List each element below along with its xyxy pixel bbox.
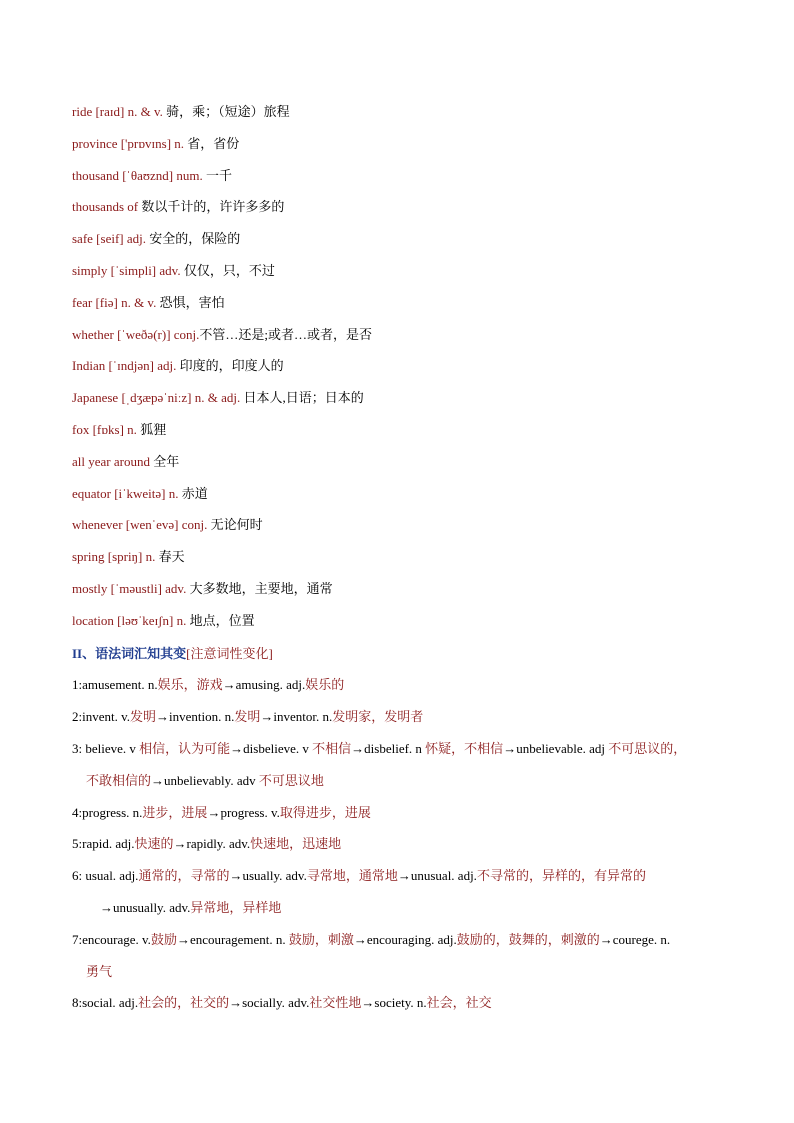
grammar-meaning: 发明 xyxy=(234,709,261,725)
grammar-word: 6: usual. adj. xyxy=(72,868,139,884)
grammar-meaning: 娱乐的 xyxy=(305,677,345,693)
vocab-word: thousand [ˈθaʊznd] num. xyxy=(72,167,203,183)
vocab-meaning: 仅仅，只，不过 xyxy=(180,263,275,278)
grammar-line xyxy=(72,677,752,693)
grammar-meaning: 社会的，社交的 xyxy=(138,995,230,1011)
vocab-entry xyxy=(72,549,752,565)
vocab-word: province ['prɒvɪns] n. xyxy=(72,135,185,151)
vocab-meaning: 省，省份 xyxy=(184,135,240,151)
vocab-meaning: 日本人,日语；日本的 xyxy=(240,390,364,406)
grammar-word: →unusually. adv. xyxy=(100,900,191,915)
vocab-entry xyxy=(72,263,752,279)
grammar-line xyxy=(72,709,752,725)
grammar-meaning: 不可思议的， xyxy=(608,741,687,756)
grammar-word: →inventor. n. xyxy=(260,709,333,725)
grammar-meaning: 发明 xyxy=(130,709,157,725)
grammar-meaning: 不可思议地 xyxy=(258,772,324,788)
grammar-line xyxy=(86,773,766,789)
grammar-meaning: 快速的 xyxy=(134,836,174,852)
grammar-line xyxy=(86,964,766,980)
vocab-meaning: 安全的，保险的 xyxy=(146,231,241,247)
grammar-word: →disbelieve. v xyxy=(230,741,313,756)
grammar-meaning: 鼓励 xyxy=(150,931,177,947)
grammar-meaning: 鼓励，刺激 xyxy=(288,931,354,947)
grammar-word: →unusual. adj. xyxy=(397,868,477,884)
grammar-meaning: 社会，社交 xyxy=(426,995,492,1011)
vocab-meaning: 大多数地，主要地，通常 xyxy=(186,581,333,596)
vocab-meaning: 数以千计的，许许多多的 xyxy=(138,199,285,215)
vocab-entry xyxy=(72,517,752,533)
grammar-word: →usually. adv. xyxy=(229,868,307,884)
grammar-line xyxy=(72,805,752,821)
vocab-word: Indian [ˈɪndjən] adj. xyxy=(72,358,177,374)
grammar-line xyxy=(72,995,752,1011)
grammar-meaning: 发明家，发明者 xyxy=(332,709,424,725)
grammar-word: →disbelief. n xyxy=(351,741,426,756)
grammar-meaning: 寻常地，通常地 xyxy=(306,868,398,884)
vocab-entry xyxy=(72,613,752,629)
vocab-word: all year around xyxy=(72,453,150,469)
grammar-meaning: 不寻常的，异样的，有异常的 xyxy=(476,868,646,884)
vocab-entry xyxy=(72,390,752,406)
grammar-line xyxy=(72,741,752,757)
grammar-word: →invention. n. xyxy=(156,709,235,725)
vocab-word: location [ləʊˈkeɪʃn] n. xyxy=(72,612,187,628)
vocab-meaning: 不管…还是;或者…或者，是否 xyxy=(199,326,373,342)
vocab-word: equator [iˈkweitə] n. xyxy=(72,485,179,501)
grammar-meaning: 不敢相信的 xyxy=(86,772,152,788)
grammar-word: →encouraging. adj. xyxy=(353,931,457,947)
vocab-word: Japanese [ˌdʒæpəˈniːz] n. & adj. xyxy=(72,390,241,406)
grammar-word: →rapidly. adv. xyxy=(173,836,251,852)
grammar-meaning: 通常的，寻常的 xyxy=(138,868,230,884)
vocab-word: whenever [wenˈevə] conj. xyxy=(72,517,208,533)
vocab-entry xyxy=(72,486,752,502)
grammar-meaning: 取得进步，进展 xyxy=(279,804,371,820)
grammar-line xyxy=(100,900,780,916)
vocab-entry xyxy=(72,295,752,311)
grammar-meaning: 娱乐，游戏 xyxy=(157,677,223,693)
vocab-entry xyxy=(72,454,752,470)
grammar-word: 1:amusement. n. xyxy=(72,677,158,693)
vocab-meaning: 恐惧，害怕 xyxy=(156,294,225,310)
grammar-meaning: 相信，认为可能 xyxy=(139,741,231,756)
vocab-meaning: 春天 xyxy=(155,549,185,565)
grammar-word: 7:encourage. v. xyxy=(72,931,151,947)
vocab-word: ride [raɪd] n. & v. xyxy=(72,104,163,119)
vocab-word: fox [fɒks] n. xyxy=(72,422,137,437)
section-heading xyxy=(72,646,752,662)
vocab-word: thousands of xyxy=(72,199,139,215)
grammar-line xyxy=(72,836,752,852)
grammar-word: →encouragement. n. xyxy=(176,931,289,947)
grammar-word: →progress. v. xyxy=(207,804,280,820)
vocab-meaning: 骑，乘；（短途）旅程 xyxy=(162,104,290,119)
grammar-word: →courege. n. xyxy=(599,931,671,947)
grammar-meaning: 快速地，迅速地 xyxy=(250,836,342,852)
vocab-word: simply [ˈsimpli] adv. xyxy=(72,263,181,278)
section-title: II、语法词汇知其变 xyxy=(72,645,187,661)
grammar-meaning: 不相信 xyxy=(312,741,352,756)
grammar-meaning: 进步，进展 xyxy=(142,804,208,820)
grammar-word: 2:invent. v. xyxy=(72,709,131,725)
grammar-word: 5:rapid. adj. xyxy=(72,836,135,852)
vocab-entry xyxy=(72,422,752,438)
grammar-word: →unbelievable. adj xyxy=(503,741,609,756)
grammar-word: →amusing. adj. xyxy=(222,677,306,693)
vocab-word: safe [seif] adj. xyxy=(72,231,146,247)
grammar-meaning: 怀疑，不相信 xyxy=(425,741,504,756)
grammar-word: →socially. adv. xyxy=(229,995,310,1011)
vocab-meaning: 印度的，印度人的 xyxy=(176,358,284,374)
vocab-meaning: 狐狸 xyxy=(136,422,167,437)
vocab-word: spring [spriŋ] n. xyxy=(72,549,156,565)
grammar-word: 3: believe. v xyxy=(72,741,140,756)
grammar-word: →society. n. xyxy=(361,995,427,1011)
vocab-entry xyxy=(72,199,752,215)
vocab-entry xyxy=(72,168,752,184)
vocab-word: whether [ˈweðə(r)] conj. xyxy=(72,326,200,342)
vocab-entry xyxy=(72,358,752,374)
grammar-meaning: 社交性地 xyxy=(309,995,362,1011)
grammar-word: →unbelievably. adv xyxy=(151,772,259,788)
vocab-entry xyxy=(72,231,752,247)
vocab-word: mostly [ˈməustli] adv. xyxy=(72,581,187,596)
grammar-word: 8:social. adj. xyxy=(72,995,139,1011)
section-note: [注意词性变化] xyxy=(186,645,273,661)
vocab-meaning: 一千 xyxy=(202,167,232,183)
vocab-meaning: 地点，位置 xyxy=(186,612,255,628)
vocab-entry xyxy=(72,327,752,343)
grammar-line xyxy=(72,932,752,948)
vocab-meaning: 无论何时 xyxy=(207,517,263,533)
vocab-meaning: 全年 xyxy=(149,453,180,469)
grammar-line xyxy=(72,868,752,884)
vocab-word: fear [fiə] n. & v. xyxy=(72,294,157,310)
grammar-word: 4:progress. n. xyxy=(72,804,143,820)
vocab-entry xyxy=(72,104,752,120)
vocab-meaning: 赤道 xyxy=(178,485,208,501)
vocab-entry xyxy=(72,136,752,152)
grammar-meaning: 鼓励的，鼓舞的，刺激的 xyxy=(456,931,600,947)
grammar-meaning: 异常地，异样地 xyxy=(190,900,282,915)
vocab-entry xyxy=(72,581,752,597)
grammar-meaning: 勇气 xyxy=(86,963,113,979)
